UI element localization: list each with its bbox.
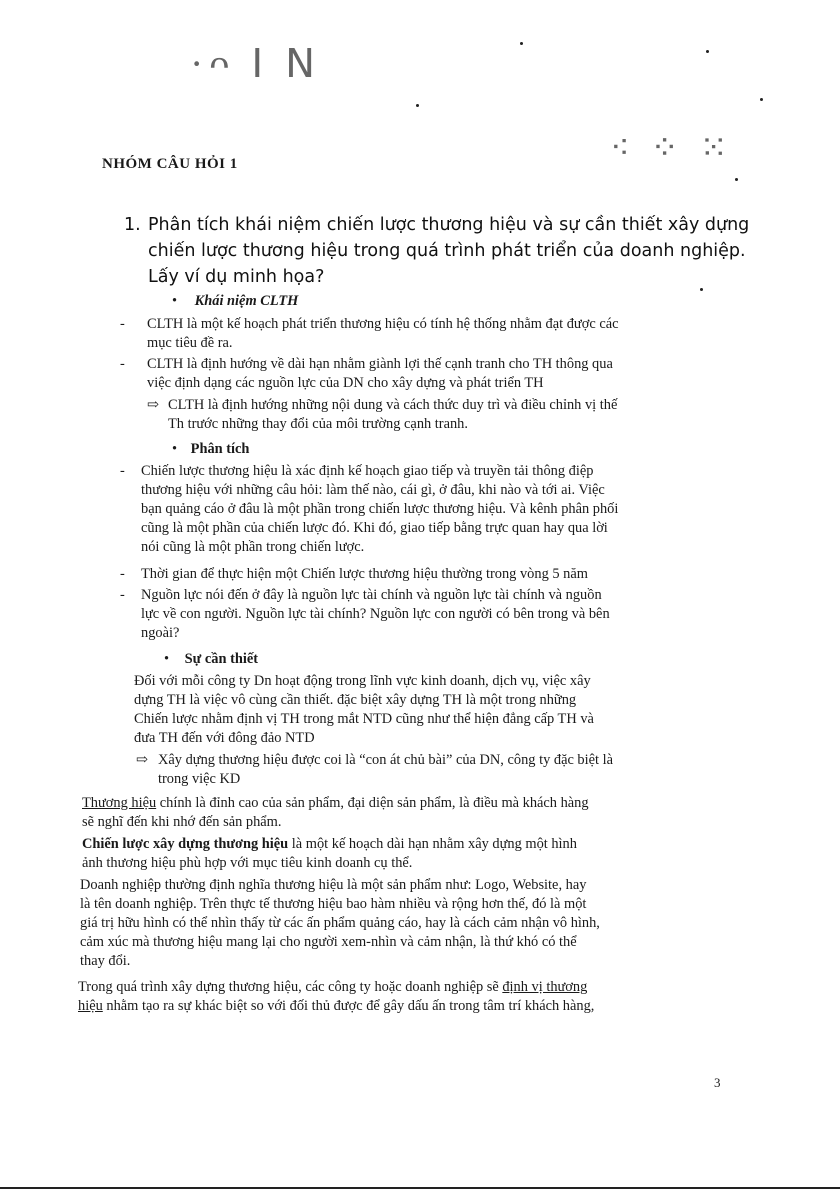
need-line-1d: đưa TH đến với đông đảo NTD — [134, 730, 315, 746]
bullet-need — [164, 650, 258, 669]
concept-line-2b: việc định dạng các nguồn lực của DN cho xây dựng và phát triển TH — [147, 375, 544, 391]
paragraph-2-line-2: ảnh thương hiệu phù hợp với mục tiêu kinh doanh cụ thể. — [82, 855, 413, 871]
paragraph-4-line-2 — [78, 997, 594, 1016]
need-line-2b: trong việc KD — [158, 771, 241, 787]
scan-bottom-edge — [0, 1187, 840, 1189]
positioning-term-cont: hiệu — [78, 998, 103, 1014]
paragraph-1-line-2: sẽ nghĩ đến khi nhớ đến sản phẩm. — [82, 814, 282, 830]
concept-line-1b: mục tiêu đề ra. — [147, 335, 233, 351]
scan-speckle — [706, 50, 709, 53]
dash-icon: - — [120, 587, 125, 603]
paragraph-2-line-1 — [82, 835, 577, 854]
question-group-title: NHÓM CÂU HỎI 1 — [102, 156, 238, 172]
question-number: 1. — [124, 215, 141, 235]
paragraph-4-text: Trong quá trình xây dựng thương hiệu, các công ty hoặc doanh nghiệp sẽ — [78, 979, 503, 995]
scan-noise-left: ·ᴖ ꓲ ꓠ — [190, 41, 322, 86]
analysis-line-1a: Chiến lược thương hiệu là xác định kế hoạch giao tiếp và truyền tải thông điệp — [141, 463, 594, 479]
paragraph-1-line-1 — [82, 794, 589, 813]
analysis-heading: Phân tích — [190, 441, 250, 457]
analysis-line-3b: lực về con người. Nguồn lực tài chính? Nguồn lực con người có bên trong và bên — [141, 606, 610, 622]
analysis-line-1c: bạn quảng cáo ở đâu là một phần trong chiến lược thương hiệu. Và kênh phân phối — [141, 501, 619, 517]
paragraph-4-text-2: nhằm tạo ra sự khác biệt so với đối thủ được để gây dấu ấn trong tâm trí khách hàng, — [102, 998, 595, 1014]
bullet-icon: • — [172, 293, 178, 309]
analysis-line-2: Thời gian để thực hiện một Chiến lược thương hiệu thường trong vòng 5 năm — [141, 566, 588, 582]
page-number: 3 — [714, 1075, 721, 1090]
analysis-line-1d: cũng là một phần của chiến lược đó. Khi đó, giao tiếp bằng trực quan hay qua lời — [141, 520, 608, 536]
paragraph-1-text: chính là đỉnh cao của sản phẩm, đại diện sản phẩm, là điều mà khách hàng — [156, 795, 589, 811]
bullet-concept — [172, 292, 298, 311]
need-heading: Sự cần thiết — [184, 651, 259, 667]
scan-speckle — [416, 104, 419, 107]
scan-speckle — [735, 178, 738, 181]
dash-icon: - — [120, 566, 125, 582]
positioning-term: định vị thương — [502, 979, 588, 995]
need-line-1b: dựng TH là việc vô cùng cần thiết. đặc biệt xây dựng TH là một trong những — [134, 692, 577, 708]
paragraph-3-line-5: thay đổi. — [80, 953, 131, 969]
concept-line-1: CLTH là một kế hoạch phát triển thương hiệu có tính hệ thống nhằm đạt được các — [147, 316, 619, 332]
concept-line-3: CLTH là định hướng những nội dung và cách thức duy trì và điều chỉnh vị thế — [168, 397, 618, 413]
question-text: Phân tích khái niệm chiến lược thương hiệu và sự cần thiết xây dựng chiến lược thương hiệu trong quá trình phát triển của doanh nghiệp. Lấy ví dụ minh họa? — [148, 215, 750, 287]
paragraph-3-line-3: giá trị hữu hình có thể nhìn thấy từ các ấn phẩm quảng cáo, hay là cách cảm nhận vô hình, — [80, 915, 600, 931]
dash-icon: - — [120, 356, 125, 372]
paragraph-4-line-1 — [78, 978, 587, 997]
arrow-icon: ⇨ — [147, 397, 160, 413]
bullet-icon: • — [164, 651, 170, 667]
need-line-1c: Chiến lược nhằm định vị TH trong mắt NTD cũng như thể hiện đẳng cấp TH và — [134, 711, 594, 727]
paragraph-3-line-1: Doanh nghiệp thường định nghĩa thương hiệu là một sản phẩm như: Logo, Website, hay — [80, 877, 587, 893]
need-line-2a: Xây dựng thương hiệu được coi là “con át chủ bài” của DN, công ty đặc biệt là — [158, 752, 613, 768]
concept-line-2: CLTH là định hướng về dài hạn nhằm giành lợi thế cạnh tranh cho TH thông qua — [147, 356, 613, 372]
arrow-icon: ⇨ — [136, 752, 149, 768]
strategy-term: Chiến lược xây dựng thương hiệu — [82, 836, 289, 852]
analysis-line-1e: nói cũng là một phần trong chiến lược. — [141, 539, 365, 555]
bullet-analysis — [172, 440, 249, 459]
analysis-line-3a: Nguồn lực nói đến ở đây là nguồn lực tài chính và nguồn lực tài chính và nguồn — [141, 587, 602, 603]
scan-speckle — [520, 42, 523, 45]
brand-term: Thương hiệu — [82, 795, 157, 811]
analysis-line-3c: ngoài? — [141, 625, 180, 641]
paragraph-3-line-2: là tên doanh nghiệp. Trên thực tế thương hiệu bao hàm nhiều và rộng hơn thế, đó là một — [80, 896, 587, 912]
question-1 — [124, 212, 754, 290]
concept-line-3b: Th trước những thay đổi của môi trường cạnh tranh. — [168, 416, 468, 432]
scan-noise-right: ⁖ ⁘ ⁙ — [610, 130, 734, 167]
paragraph-3-line-4: cảm xúc mà thương hiệu mang lại cho người xem-nhìn và cảm nhận, là thứ khó có thể — [80, 934, 577, 950]
dash-icon: - — [120, 463, 125, 479]
need-line-1a: Đối với mỗi công ty Dn hoạt động trong lĩnh vực kinh doanh, dịch vụ, việc xây — [134, 673, 591, 689]
scan-speckle — [760, 98, 763, 101]
concept-heading: Khái niệm CLTH — [194, 293, 299, 309]
analysis-line-1b: thương hiệu với những câu hỏi: làm thế nào, cái gì, ở đâu, khi nào và tới ai. Việc — [141, 482, 605, 498]
dash-icon: - — [120, 316, 125, 332]
bullet-icon: • — [172, 441, 178, 457]
paragraph-2-text: là một kế hoạch dài hạn nhằm xây dựng một hình — [288, 836, 577, 852]
